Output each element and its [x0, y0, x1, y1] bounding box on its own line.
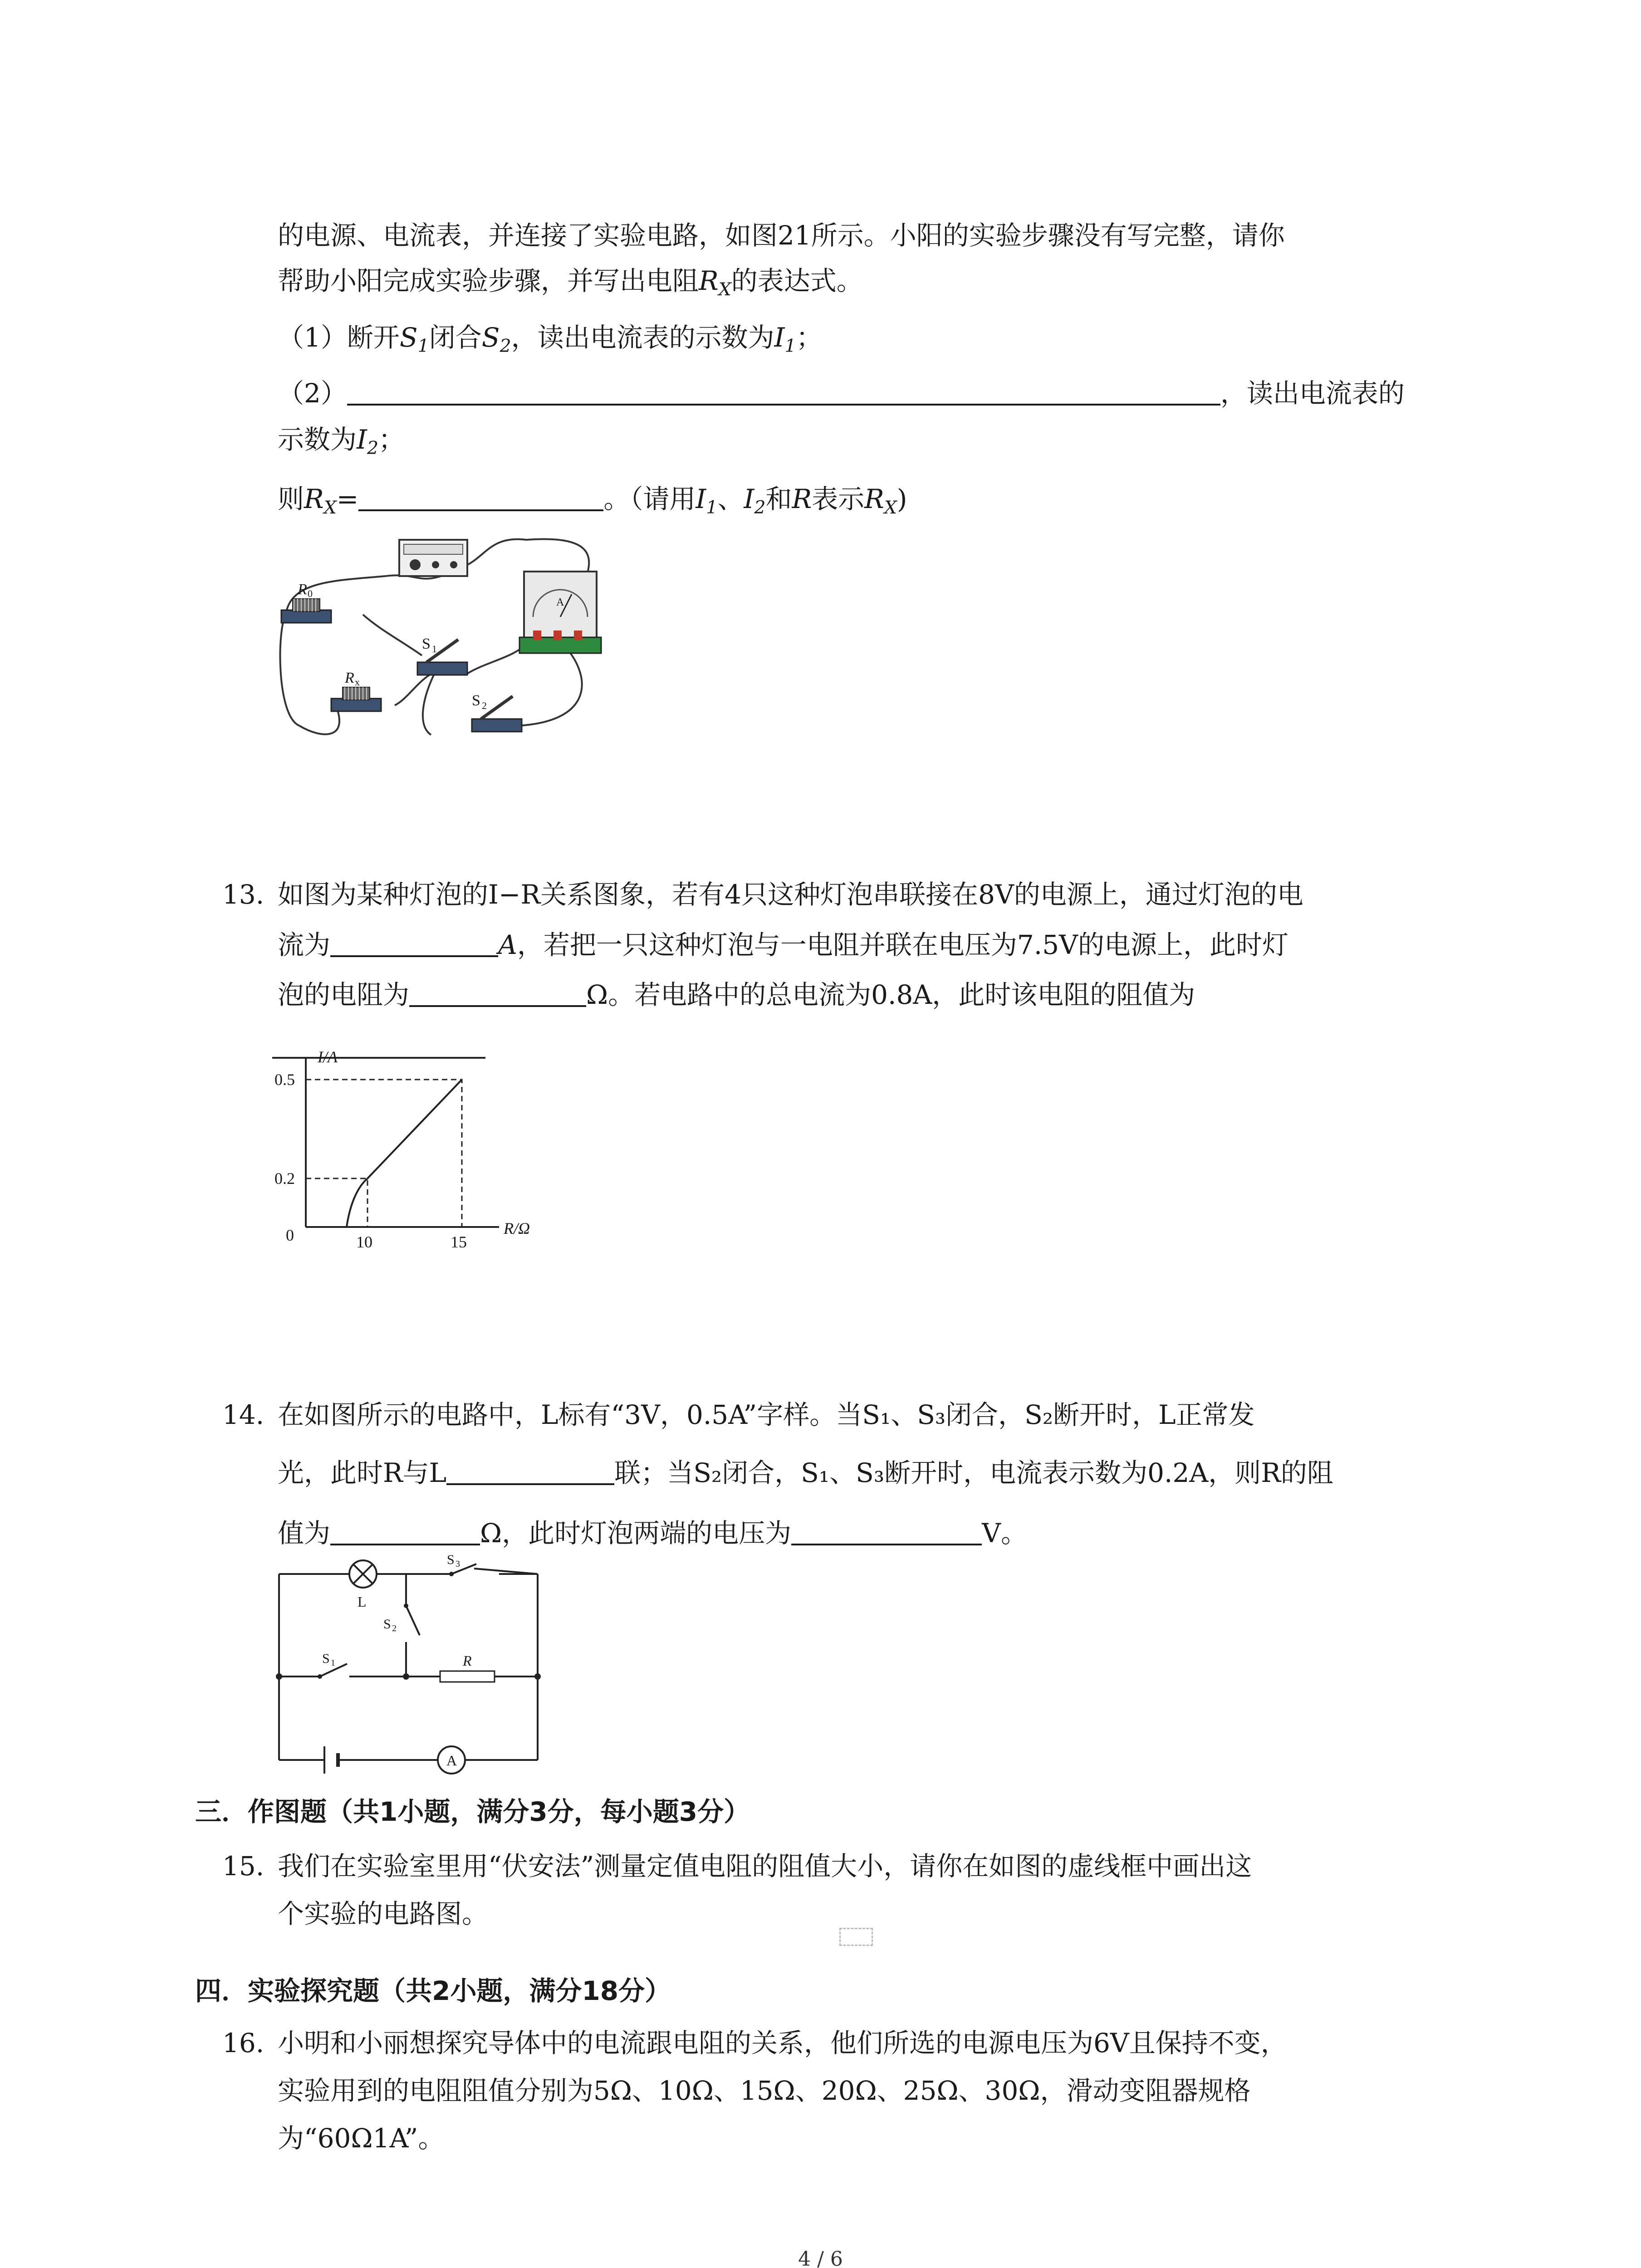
svg-text:2: 2 — [482, 700, 487, 711]
q14-line2: 光，此时R与L 联；当S₂闭合，S₁、S₃断开时，电流表示数为0.2A，则R的阻 — [278, 1457, 1333, 1489]
section4-title: 四．实验探究题（共2小题，满分18分） — [195, 1975, 671, 2006]
label-l: L — [358, 1593, 367, 1610]
answer-blank-r-value[interactable] — [330, 1517, 480, 1545]
svg-text:0: 0 — [308, 588, 313, 599]
q15-line2: 个实验的电路图。 — [278, 1898, 489, 1929]
q14-line1: 在如图所示的电路中，L标有“3V，0.5A”字样。当S₁、S₃闭合，S₂断开时，L正常发 — [278, 1399, 1255, 1430]
y-tick-0.2: 0.2 — [274, 1169, 295, 1188]
x-tick-10: 10 — [356, 1233, 372, 1251]
label-ammeter: A — [446, 1752, 457, 1769]
label-s2: S — [383, 1617, 391, 1632]
q13-number: 13. — [222, 879, 265, 910]
q16-line1: 小明和小丽想探究导体中的电流跟电阻的关系，他们所选的电源电压为6V且保持不变， — [278, 2028, 1287, 2058]
page-number: 4 / 6 — [798, 2248, 843, 2268]
answer-blank-current[interactable] — [330, 929, 498, 957]
answer-blank-resistance[interactable] — [409, 979, 586, 1007]
dashed-drawing-box[interactable] — [839, 1928, 873, 1946]
q13-line2: 流为 A，若把一只这种灯泡与一电阻并联在电压为7.5V的电源上，此时灯 — [278, 929, 1289, 961]
answer-blank-voltage[interactable] — [791, 1517, 982, 1545]
x-axis-label: R/Ω — [504, 1219, 530, 1237]
q12-line1: 的电源、电流表，并连接了实验电路，如图21所示。小阳的实验步骤没有写完整，请你 — [278, 220, 1285, 251]
label-s3: S — [447, 1552, 455, 1567]
y-tick-0.5: 0.5 — [274, 1070, 295, 1089]
ir-curve — [347, 1080, 462, 1227]
ir-graph — [272, 1048, 554, 1256]
q13-line3: 泡的电阻为 Ω。若电路中的总电流为0.8A，此时该电阻的阻值为 — [278, 979, 1195, 1011]
q15-number: 15. — [222, 1851, 265, 1882]
figure-physical-circuit — [272, 526, 626, 758]
svg-text:1: 1 — [432, 643, 437, 655]
q16-number: 16. — [222, 2028, 265, 2058]
q12-line2: 帮助小阳完成实验步骤，并写出电阻$R_X$的表达式。 — [278, 265, 863, 300]
svg-text:x: x — [355, 676, 360, 688]
q16-line2: 实验用到的电阻阻值分别为5Ω、10Ω、15Ω、20Ω、25Ω、30Ω，滑动变阻器规格 — [278, 2075, 1251, 2106]
x-tick-15: 15 — [451, 1233, 467, 1251]
section3-title: 三．作图题（共1小题，满分3分，每小题3分） — [195, 1796, 750, 1827]
circuit-diagram — [272, 1552, 554, 1774]
y-axis-label: I/A — [318, 1048, 338, 1066]
label-s1: S — [322, 1651, 330, 1666]
origin-label: 0 — [286, 1226, 294, 1244]
label-r: R — [463, 1652, 472, 1669]
q14-number: 14. — [222, 1399, 265, 1430]
answer-blank-step2[interactable] — [347, 377, 1220, 406]
q12-step1: （1）断开$S_1$闭合$S_2$，读出电流表的示数为$I_1$； — [278, 322, 823, 357]
label-rx: R — [345, 670, 354, 686]
label-s1: S — [422, 635, 431, 652]
q16-line3: 为“60Ω1A”。 — [278, 2123, 445, 2154]
q15-line1: 我们在实验室里用“伏安法”测量定值电阻的阻值大小，请你在如图的虚线框中画出这 — [278, 1851, 1252, 1882]
label-s2: S — [472, 692, 480, 709]
q12-step2: （2） ，读出电流表的 — [278, 378, 1405, 409]
q12-step2-line2: 示数为$I_2$； — [278, 424, 405, 459]
label-meter: A — [556, 596, 564, 608]
q14-line3: 值为 Ω，此时灯泡两端的电压为 V。 — [278, 1518, 1027, 1549]
svg-text:2: 2 — [392, 1623, 397, 1633]
q12-result: 则$R_X=$ 。（请用$I_1$、$I_2$和R表示$R_X$) — [278, 484, 907, 518]
answer-blank-connection[interactable] — [446, 1457, 614, 1485]
svg-text:3: 3 — [456, 1559, 460, 1569]
svg-text:1: 1 — [331, 1658, 335, 1668]
q13-line1: 如图为某种灯泡的I−R关系图象，若有4只这种灯泡串联接在8V的电源上，通过灯泡的电 — [278, 879, 1303, 910]
label-r0: R — [298, 581, 307, 598]
answer-blank-rx[interactable] — [358, 483, 603, 511]
